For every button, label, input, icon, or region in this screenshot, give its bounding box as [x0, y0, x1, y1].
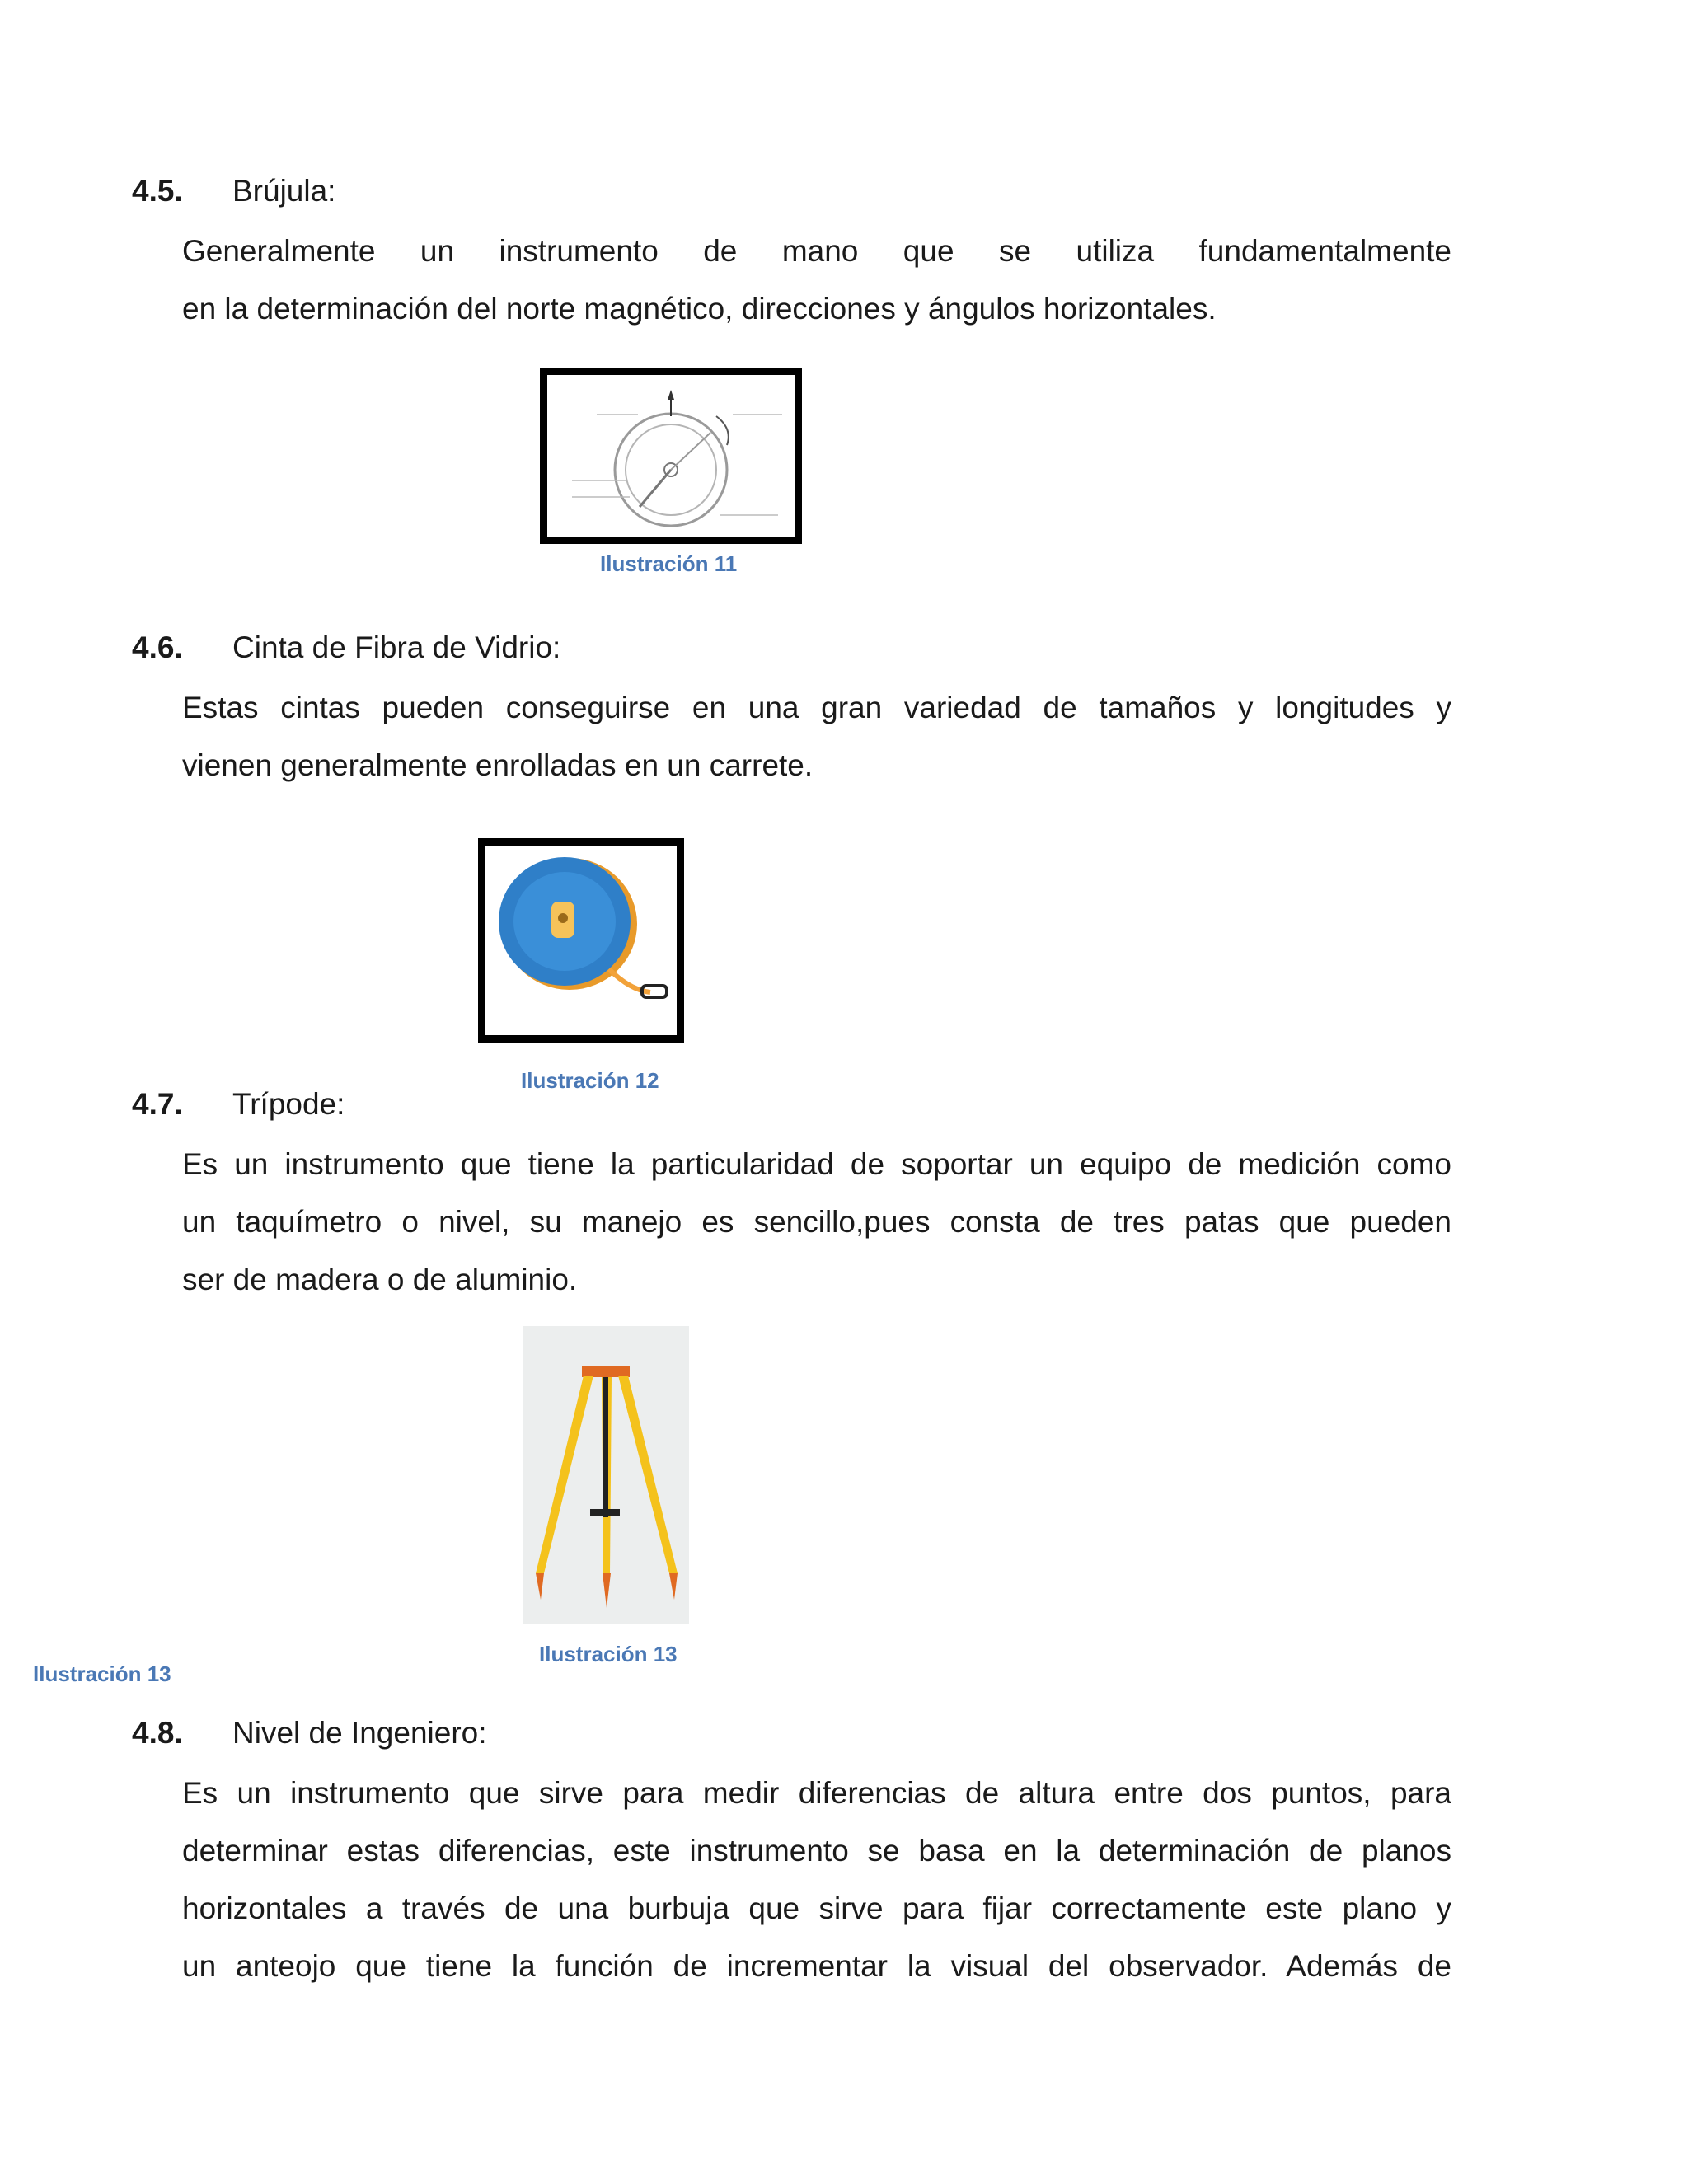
tripod-figure: [523, 1326, 689, 1624]
body-line: un anteojo que tiene la función de incrementar la visual del observador. Además de: [182, 1949, 1451, 1983]
section-heading-4-6: [132, 630, 560, 666]
figure-caption: Ilustración 12: [521, 1068, 659, 1093]
section-heading-4-7: [132, 1086, 345, 1122]
body-line: Es un instrumento que tiene la particularidad de soportar un equipo de medición como: [182, 1147, 1451, 1181]
section-body-4-5: [182, 223, 1451, 338]
section-number: 4.8.: [132, 1716, 183, 1750]
figure-caption: Ilustración 13: [539, 1642, 678, 1666]
section-body-4-7: [182, 1136, 1451, 1309]
figure-caption: Ilustración 11: [600, 551, 738, 576]
section-title: Brújula:: [232, 174, 336, 208]
body-line: vienen generalmente enrolladas en un carrete.: [182, 748, 814, 782]
body-line: Generalmente un instrumento de mano que se utiliza fundamentalmente: [182, 234, 1451, 268]
section-heading-4-8: [132, 1715, 487, 1751]
tripod-image: [523, 1326, 689, 1624]
body-line: Es un instrumento que sirve para medir diferencias de altura entre dos puntos, para: [182, 1776, 1451, 1810]
compass-diagram-image: [547, 375, 795, 537]
section-heading-4-5: [132, 173, 335, 209]
tape-measure-image: [485, 846, 677, 1035]
section-title: Cinta de Fibra de Vidrio:: [232, 630, 561, 664]
section-number: 4.6.: [132, 630, 183, 664]
body-line: determinar estas diferencias, este instrumento se basa en la determinación de planos: [182, 1834, 1451, 1868]
section-title: Nivel de Ingeniero:: [232, 1716, 487, 1750]
body-line: Estas cintas pueden conseguirse en una gran variedad de tamaños y longitudes y: [182, 691, 1451, 724]
figure-caption-margin: Ilustración 13: [33, 1661, 171, 1686]
body-line: un taquímetro o nivel, su manejo es sencillo,pues consta de tres patas que pueden: [182, 1205, 1451, 1239]
compass-diagram-figure: [540, 368, 802, 544]
section-number: 4.5.: [132, 174, 183, 208]
section-number: 4.7.: [132, 1087, 183, 1121]
section-title: Trípode:: [232, 1087, 345, 1121]
section-body-4-6: [182, 679, 1451, 794]
body-line: horizontales a través de una burbuja que sirve para fijar correctamente este plano y: [182, 1891, 1451, 1925]
body-line: en la determinación del norte magnético, direcciones y ángulos horizontales.: [182, 292, 1217, 326]
body-line: ser de madera o de aluminio.: [182, 1263, 578, 1296]
section-body-4-8: [182, 1765, 1451, 1995]
tape-measure-figure: [478, 838, 684, 1043]
